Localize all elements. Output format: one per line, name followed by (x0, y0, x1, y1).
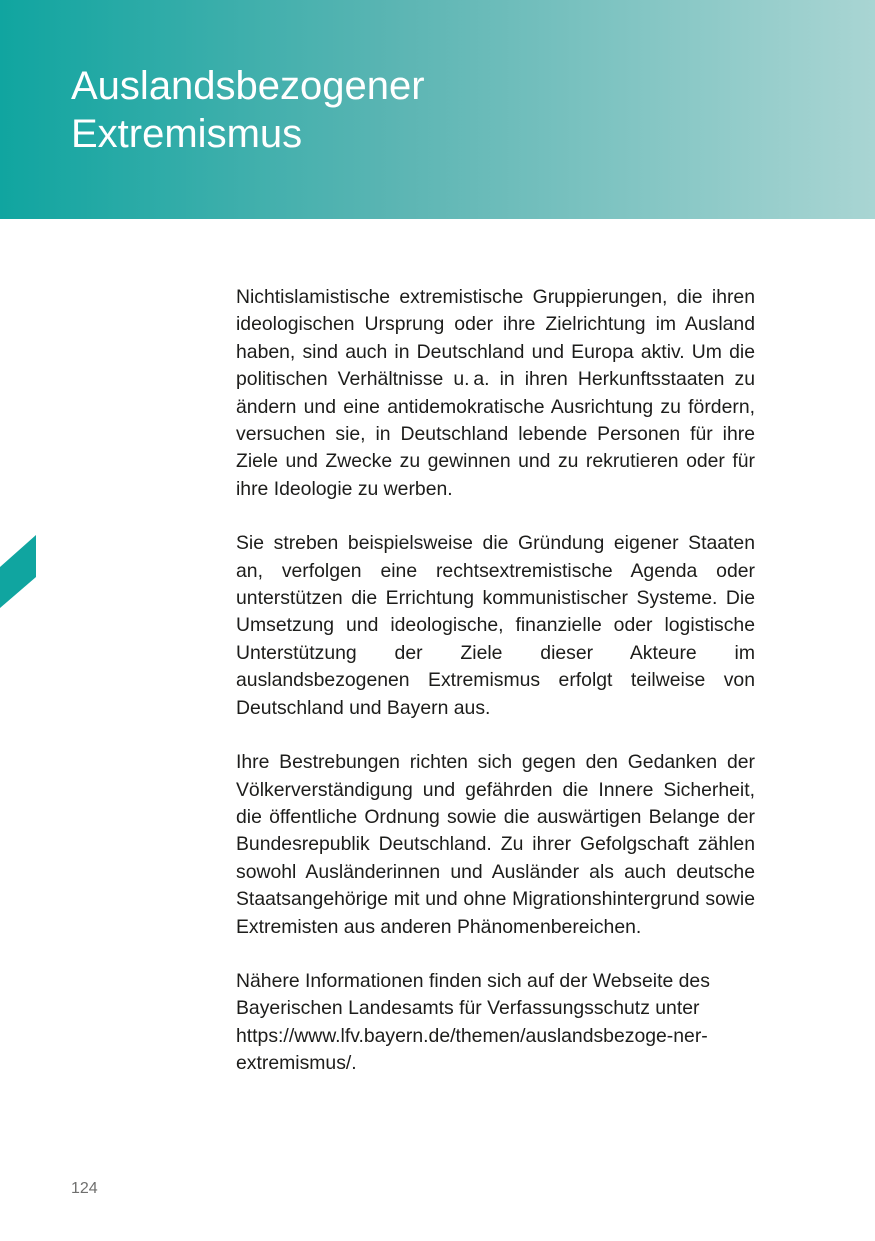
page-title (71, 62, 771, 158)
page-number: 124 (71, 1180, 98, 1197)
paragraph-more-info: Nähere Informationen finden sich auf der Webseite des Bayerischen Landesamts für Verfassungsschutz unter https://www.lfv.bayern.de/themen/auslandsbezoge-​ner-extremismus/. (236, 969, 710, 1075)
body-text (236, 284, 755, 1105)
paragraph: Sie streben beispielsweise die Gründung eigener Staaten an, verfolgen eine rechtsextremistische Agenda oder unterstützen die Errichtung kommunistischer Systeme. Die Umsetzung und ideologische, finanzielle oder logistische Unterstützung der Ziele dieser Akteure im auslandsbezogenen Extremismus erfolgt teilweise von Deutschland und Bayern aus. (236, 532, 755, 719)
side-tab-marker (0, 535, 36, 608)
paragraph: Ihre Bestrebungen richten sich gegen den Gedanken der Völkerverständigung und gefährden die Innere Sicherheit, die öffentliche Ordnung sowie die auswärtigen Belange der Bundesrepublik Deutschland. Zu ihrer Gefolgschaft zählen sowohl Ausländerinnen und Ausländer als auch deutsche Staatsangehörige mit und ohne Migrationshintergrund sowie Extremisten aus anderen Phänomenbereichen. (236, 751, 755, 938)
page-title-line-1: Auslandsbezogener (71, 64, 425, 108)
paragraph: Nichtislamistische extremistische Gruppierungen, die ihren ideologischen Ursprung oder ihre Zielrichtung im Ausland haben, sind auch in Deutschland und Europa aktiv. Um die politischen Verhältnisse u. a. in ihren Herkunftsstaaten zu ändern und eine antidemokratische Ausrichtung zu fördern, versuchen sie, in Deutschland lebende Personen für ihre Ziele und Zwecke zu gewinnen und zu rekrutieren oder für ihre Ideologie zu werben. (236, 286, 755, 500)
page-title-line-2: Extremismus (71, 112, 303, 156)
